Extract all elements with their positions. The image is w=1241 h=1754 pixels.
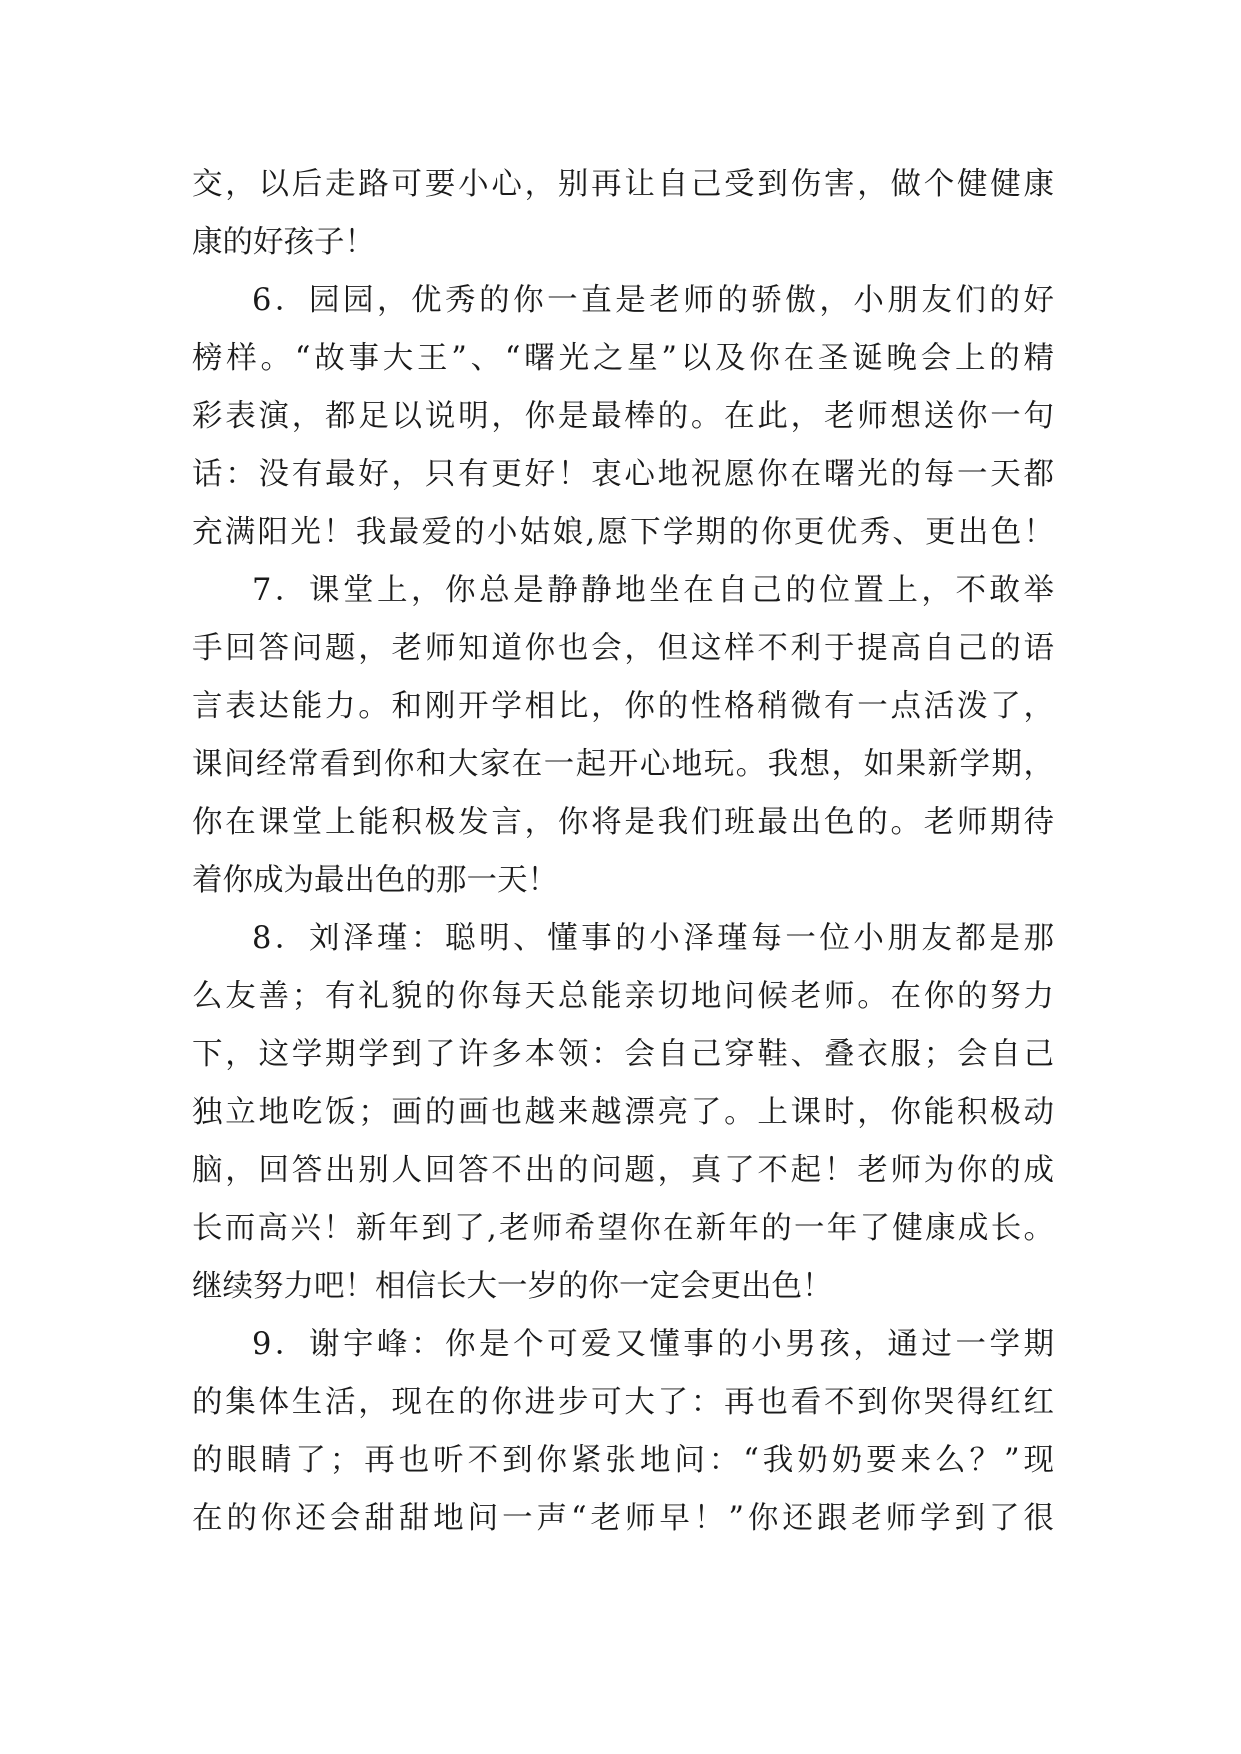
- text-line: 着你成为最出色的那一天！: [192, 863, 558, 898]
- text-line: 的眼睛了；再也听不到你紧张地问：“我奶奶要来么？”现: [192, 1443, 1054, 1478]
- paragraph-first-line: 6．园园，优秀的你一直是老师的骄傲，小朋友们的好: [252, 283, 1054, 318]
- text-line: 长而高兴！新年到了,老师希望你在新年的一年了健康成长。: [192, 1211, 1054, 1246]
- text-line: 榜样。“故事大王”、“曙光之星”以及你在圣诞晚会上的精: [192, 341, 1054, 376]
- text-line: 话：没有最好，只有更好！衷心地祝愿你在曙光的每一天都: [192, 457, 1054, 492]
- text-line: 继续努力吧！相信长大一岁的你一定会更出色！: [192, 1269, 833, 1304]
- document-body: [192, 156, 1054, 1548]
- text-line: 交，以后走路可要小心，别再让自己受到伤害，做个健健康: [192, 167, 1054, 202]
- text-line: 言表达能力。和刚开学相比，你的性格稍微有一点活泼了，: [192, 689, 1054, 724]
- text-line: 彩表演，都足以说明，你是最棒的。在此，老师想送你一句: [192, 399, 1054, 434]
- text-line: 独立地吃饭；画的画也越来越漂亮了。上课时，你能积极动: [192, 1095, 1054, 1130]
- text-line: 课间经常看到你和大家在一起开心地玩。我想，如果新学期，: [192, 747, 1054, 782]
- paragraph-first-line: 9．谢宇峰：你是个可爱又懂事的小男孩，通过一学期: [252, 1327, 1054, 1362]
- text-line: 在的你还会甜甜地问一声“老师早！”你还跟老师学到了很: [192, 1501, 1054, 1536]
- paragraph-first-line: 7．课堂上，你总是静静地坐在自己的位置上，不敢举: [252, 573, 1054, 608]
- text-line: 脑，回答出别人回答不出的问题，真了不起！老师为你的成: [192, 1153, 1054, 1188]
- paragraph-first-line: 8．刘泽瑾：聪明、懂事的小泽瑾每一位小朋友都是那: [252, 921, 1054, 956]
- text-line: 充满阳光！我最爱的小姑娘,愿下学期的你更优秀、更出色！: [192, 515, 1054, 550]
- text-line: 么友善；有礼貌的你每天总能亲切地问候老师。在你的努力: [192, 979, 1054, 1014]
- text-line: 康的好孩子！: [192, 225, 375, 260]
- text-line: 的集体生活，现在的你进步可大了：再也看不到你哭得红红: [192, 1385, 1054, 1420]
- text-line: 手回答问题，老师知道你也会，但这样不利于提高自己的语: [192, 631, 1054, 666]
- text-line: 你在课堂上能积极发言，你将是我们班最出色的。老师期待: [192, 805, 1054, 840]
- text-line: 下，这学期学到了许多本领：会自己穿鞋、叠衣服；会自己: [192, 1037, 1054, 1072]
